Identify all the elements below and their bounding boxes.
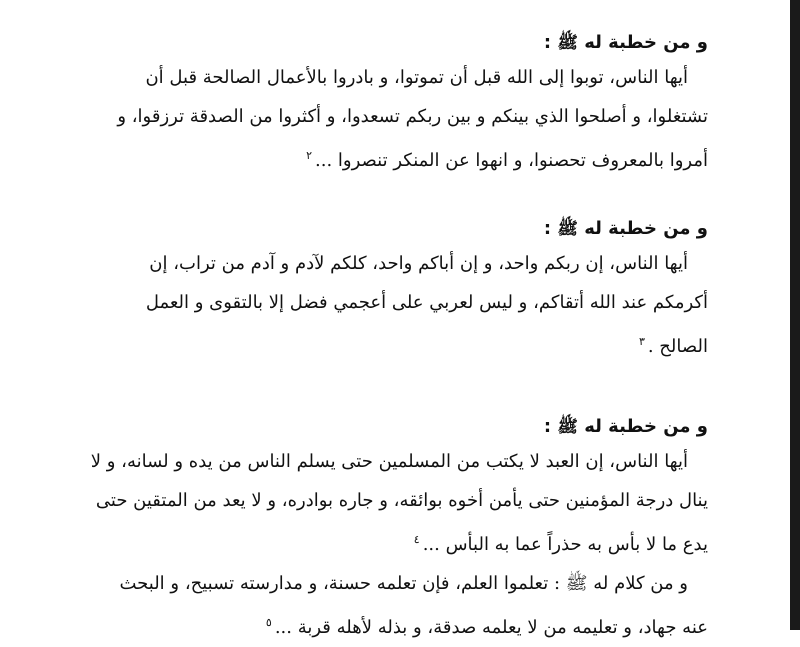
section-heading bbox=[68, 28, 708, 58]
paragraph-text: عنه جهاد، و تعليمه من لا يعلمه صدقة، و بذله لأهله قربة ... bbox=[274, 617, 708, 638]
paragraph-line: تشتغلوا، و أصلحوا الذي بينكم و بين ربكم تسعدوا، و أكثروا من الصدقة ترزقوا، و bbox=[117, 106, 708, 127]
paragraph-line: و من كلام له ﷺ : تعلموا العلم، فإن تعلمه حسنة، و مدارسته تسبيح، و البحث bbox=[119, 573, 688, 594]
paragraph-text: يدع ما لا بأس به حذراً عما به البأس ... bbox=[422, 534, 708, 555]
salutation-symbol: ﷺ bbox=[557, 219, 578, 239]
paragraph-line: أيها الناس، توبوا إلى الله قبل أن تموتوا، و بادروا بالأعمال الصالحة قبل أن bbox=[145, 67, 688, 88]
heading-colon: : bbox=[543, 32, 552, 53]
paragraph-line: أكرمكم عند الله أتقاكم، و ليس لعربي على أعجمي فضل إلا بالتقوى و العمل bbox=[145, 292, 708, 313]
paragraph-line bbox=[68, 520, 708, 564]
paragraph-line bbox=[68, 603, 708, 647]
footnote-marker: ٤ bbox=[413, 533, 420, 546]
paragraph-line: ينال درجة المؤمنين حتى يأمن أخوه بوائقه، و جاره بوادره، و لا يعد من المتقين حتى bbox=[95, 490, 708, 511]
heading-colon: : bbox=[543, 416, 552, 437]
heading-colon: : bbox=[543, 218, 552, 239]
footnote-marker: ٥ bbox=[265, 616, 272, 629]
document-body bbox=[68, 28, 708, 647]
sermon-section-2 bbox=[68, 214, 708, 366]
section-heading bbox=[68, 412, 708, 442]
sermon-section-3 bbox=[68, 412, 708, 647]
paragraph-text: الصالح . bbox=[647, 336, 708, 357]
paragraph-line bbox=[68, 322, 708, 366]
paragraph-line: أيها الناس، إن العبد لا يكتب من المسلمين حتى يسلم الناس من يده و لسانه، و لا bbox=[90, 451, 688, 472]
footnote-marker: ٣ bbox=[638, 335, 645, 348]
section-heading bbox=[68, 214, 708, 244]
salutation-symbol: ﷺ bbox=[557, 33, 578, 53]
paragraph-line: أيها الناس، إن ربكم واحد، و إن أباكم واحد، كلكم لآدم و آدم من تراب، إن bbox=[149, 253, 688, 274]
salutation-symbol: ﷺ bbox=[557, 417, 578, 437]
footnote-marker: ٢ bbox=[306, 149, 313, 162]
paragraph-text: أمروا بالمعروف تحصنوا، و انهوا عن المنكر تنصروا ... bbox=[315, 150, 708, 171]
heading-text: و من خطبة له bbox=[584, 32, 708, 53]
heading-text: و من خطبة له bbox=[584, 416, 708, 437]
heading-text: و من خطبة له bbox=[584, 218, 708, 239]
sermon-section-1 bbox=[68, 28, 708, 180]
paragraph-line bbox=[68, 136, 708, 180]
page-edge-shadow bbox=[790, 0, 800, 630]
